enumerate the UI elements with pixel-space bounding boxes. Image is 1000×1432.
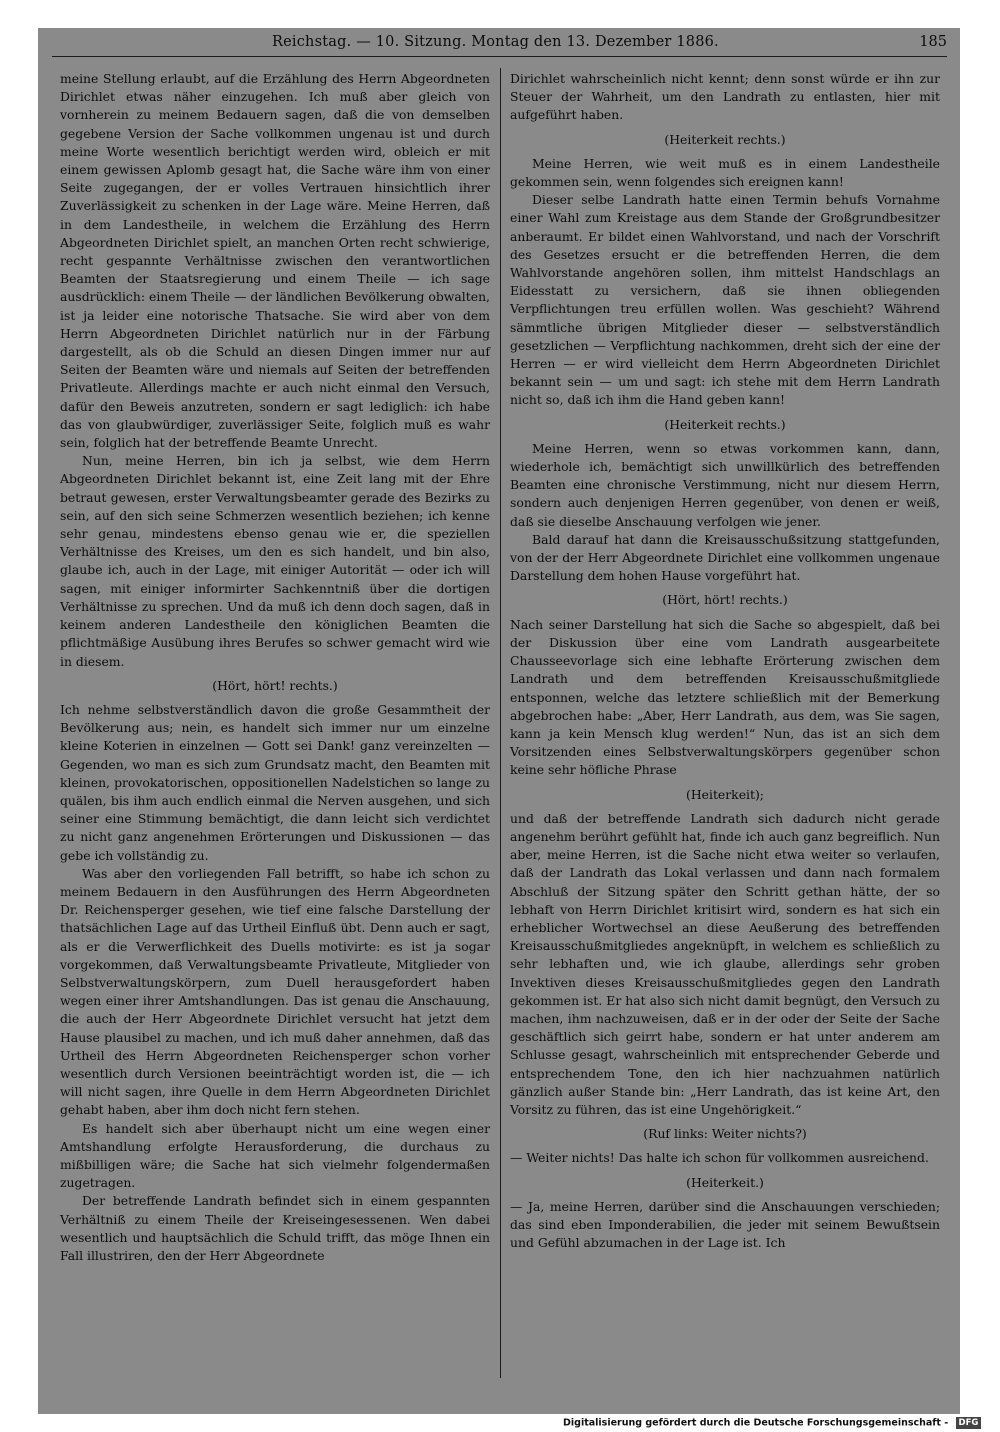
column-divider [500,68,501,1378]
paragraph: — Ja, meine Herren, darüber sind die Anschauungen verschieden; das sind eben Imponderabilien, die jeder mit seinem Bewußtsein und Gefühl abzumachen in der Lage ist. Ich [510,1198,940,1251]
dfg-logo: DFG [956,1417,982,1429]
header-rule [52,56,947,57]
page-scan [38,28,960,1414]
paragraph: Es handelt sich aber überhaupt nicht um eine wegen einer Amtshandlung erfolgte Herausforderung, die durchaus zu mißbilligen wäre; die Sache hat sich vielmehr folgendermaßen zugetragen. [60,1120,490,1191]
paragraph: Ich nehme selbstverständlich davon die große Gesammtheit der Bevölkerung aus; nein, es handelt sich immer nur um einzelne kleine Koterien in einzelnen — Gott sei Dank! ganz vereinzelten — Gegenden, wo man es sich zum Grundsatz macht, den Beamten mit kleinen, provokatorischen, oppositionellen Nadelstichen so lange zu quälen, bis ihm auch endlich einmal die Nerven ausgehen, und sich seiner eine Stimmung bemächtigt, die dann leicht sich verdichtet zu nicht ganz angenehmen Erörterungen und Diskussionen — das gebe ich vollständig zu. [60,701,490,863]
paragraph: und daß der betreffende Landrath sich dadurch nicht gerade angenehm berührt gefühlt hat, finde ich auch ganz begreiflich. Nun aber, meine Herren, ist die Sache nicht etwa weiter so verlaufen, daß der Landrath das Lokal verlassen und dann nach formalem Abschluß der Sitzung später den Schritt gethan hätte, der so lebhaft von Herrn Dirichlet kritisirt wird, sondern es hat sich ein erheblicher Wortwechsel an diese Aeußerung des betreffenden Kreisausschußmitgliedes angeknüpft, in welchem es schließlich zu sehr lebhaften und, wie ich glaube, allerdings sehr groben Invektiven dieses Kreisausschußmitgliedes gegen den Landrath gekommen ist. Er hat also sich nicht damit begnügt, den Versuch zu machen, ihm nachzuweisen, daß er in der oder der Seite der Sache geschäftlich sich geirrt habe, sondern er hat unter anderem am Schlusse gesagt, wahrscheinlich mit entsprechender Geberde und entsprechendem Tone, den ich hier nachzuahmen natürlich gänzlich außer Stande bin: „Herr Landrath, das ist keine Art, den Vorsitz zu führen, das ist eine Ungehörigkeit.“ [510,810,940,1117]
interjection: (Ruf links: Weiter nichts?) [643,1126,807,1142]
paragraph: Dieser selbe Landrath hatte einen Termin behufs Vornahme einer Wahl zum Kreistage aus dem Stande der Großgrundbesitzer anberaumt. Er bildet einen Wahlvorstand, und nach der Vorschrift des Gesetzes ersucht er die betreffenden Herren, die dem Wahlvorstande angehören sollen, ihm mittelst Handschlags an Eidesstatt zu versichern, daß sie ihnen obliegenden Verpflichtungen treu erfüllen wollen. Was geschieht? Während sämmtliche übrigen Mitglieder dieser — selbstverständlich gesetzlichen — Verpflichtung nachkommen, dreht sich der eine der Herren — er wird vielleicht dem Herrn Abgeordneten Dirichlet bekannt sein — um und sagt: ich stehe mit dem Herrn Landrath nicht so, daß ich ihm die Hand geben kann! [510,192,940,408]
interjection: (Heiterkeit.) [686,1174,764,1190]
running-title: Reichstag. — 10. Sitzung. Montag den 13. Dezember 1886. [272,34,719,50]
page-number: 185 [919,34,947,50]
interjection: (Heiterkeit rechts.) [664,131,786,147]
paragraph: Meine Herren, wie weit muß es in einem Landestheile gekommen sein, wenn folgendes sich ereignen kann! [510,155,940,190]
footer-text: Digitalisierung gefördert durch die Deutsche Forschungsgemeinschaft - [563,1417,949,1429]
paragraph: — Weiter nichts! Das halte ich schon für vollkommen ausreichend. [510,1150,929,1166]
interjection: (Hört, hört! rechts.) [212,677,338,693]
paragraph: Bald darauf hat dann die Kreisausschußsitzung stattgefunden, von der der Herr Abgeordnete Dirichlet eine vollkommen ungenaue Darstellung dem hohen Hause vorgeführt hat. [510,531,940,584]
interjection: (Hört, hört! rechts.) [662,592,788,608]
page-header [52,34,947,54]
right-column [510,70,940,1252]
paragraph: Dirichlet wahrscheinlich nicht kennt; denn sonst würde er ihn zur Steuer der Wahrheit, um den Landrath zu entlasten, hier mit aufgeführt haben. [510,71,940,123]
left-column [60,70,490,1265]
paragraph: Was aber den vorliegenden Fall betrifft, so habe ich schon zu meinem Bedauern in den Ausführungen des Herrn Abgeordneten Dr. Reichensperger gesehen, wie tief eine falsche Darstellung der thatsächlichen Lage auf das Urtheil Einfluß übt. Denn auch er sagt, als er die Verwerflichkeit des Duells motivirte: es ist ja sogar vorgekommen, daß Verwaltungsbeamte Privatleute, Mitglieder von Selbstverwaltungskörpern, zum Duell herausgefordert haben wegen einer ihrer Amtshandlungen. Das ist genau die Anschauung, die auch der Herr Abgeordnete Dirichlet versucht hat jetzt dem Hause plausibel zu machen, und ich muß daher annehmen, daß das Urtheil des Herrn Abgeordneten Reichensperger schon vorher wesentlich durch Versionen beeinträchtigt worden ist, die — ich will nicht sagen, ihre Quelle in dem Herrn Abgeordneten Dirichlet gehabt haben, aber ihm doch nicht fern stehen. [60,865,490,1118]
paragraph: Der betreffende Landrath befindet sich in einem gespannten Verhältniß zu einem Theile der Kreiseingesessenen. Wen dabei wesentlich und hauptsächlich die Schuld trifft, das möge Ihnen ein Fall illustriren, den der Herr Abgeordnete [60,1193,490,1263]
paragraph: Meine Herren, wenn so etwas vorkommen kann, dann, wiederhole ich, bemächtigt sich unwillkürlich des betreffenden Beamten eine chronische Verstimmung, nicht nur diesem Herrn, sondern auch denjenigen Herren gegenüber, von denen er weiß, daß sie dieselbe Anschauung verfolgen wie jener. [510,440,940,529]
paragraph: Nach seiner Darstellung hat sich die Sache so abgespielt, daß bei der Diskussion über eine vom Landrath ausgearbeitete Chausseevorlage sich eine lebhafte Erörterung zwischen dem Landrath und dem betreffenden Kreisausschußmitgliede entsponnen, welche das letztere schließlich mit der Bemerkung abgebrochen habe: „Aber, Herr Landrath, aus dem, was Sie sagen, kann ja kein Mensch klug werden!“ Nun, das ist an sich dem Vorsitzenden eines Selbstverwaltungskörpers gegenüber schon keine sehr höfliche Phrase [510,616,940,778]
paragraph: Nun, meine Herren, bin ich ja selbst, wie dem Herrn Abgeordneten Dirichlet bekannt ist, eine Zeit lang mit der Ehre betraut gewesen, erster Verwaltungsbeamter gerade des Bezirks zu sein, auf den sich seine Schmerzen wesentlich beziehen; ich kenne sehr genau, mindestens ebenso genau wie er, die speziellen Verhältnisse des Kreises, um den es sich handelt, und bin also, glaube ich, auch in der Lage, mit einiger Autorität — oder ich will sagen, mit einiger informirter Sachkenntniß über die dortigen Verhältnisse zu sprechen. Und da muß ich denn doch sagen, daß in keinem anderen Landestheile den königlichen Beamten die pflichtmäßige Ausübung ihres Berufes so schwer gemacht wird wie in diesem. [60,453,490,669]
paragraph: meine Stellung erlaubt, auf die Erzählung des Herrn Abgeordneten Dirichlet etwas näher einzugehen. Ich muß aber gleich von vornherein zu meinem Bedauern sagen, daß die von demselben gegebene Version der Sache vollkommen ungenau ist und durch meine Worte wesentlich berichtigt werden wird, obleich er mit einem gewissen Aplomb gesagt hat, die Sache wäre ihm von einer Seite zugegangen, der er volles Vertrauen hinsichtlich ihrer Zuverlässigkeit zu schenken in der Lage wäre. Meine Herren, daß in dem Landestheile, in welchem die Erzählung des Herrn Abgeordneten Dirichlet spielt, an manchen Orten recht schwierige, recht gespannte Verhältnisse zwischen den verantwortlichen Beamten der Staatsregierung und einem Theile — ich sage ausdrücklich: einem Theile — der ländlichen Bevölkerung obwalten, ist ja leider eine notorische Thatsache. Sie wird aber von dem Herrn Abgeordneten Dirichlet natürlich nur in der Färbung dargestellt, als ob die Schuld an diesen Dingen immer nur auf Seiten der Beamten wäre und niemals auf Seiten der betreffenden Privatleute. Allerdings machte er auch nicht einmal den Versuch, dafür den Beweis anzutreten, sondern er sagt lediglich: ich habe das von glaubwürdiger, zuverlässiger Seite, folglich muß es wahr sein, folglich hat der betreffende Beamte Unrecht. [60,71,490,451]
footer-credit [563,1417,981,1431]
interjection: (Heiterkeit rechts.) [664,416,786,432]
interjection: (Heiterkeit); [686,786,764,802]
